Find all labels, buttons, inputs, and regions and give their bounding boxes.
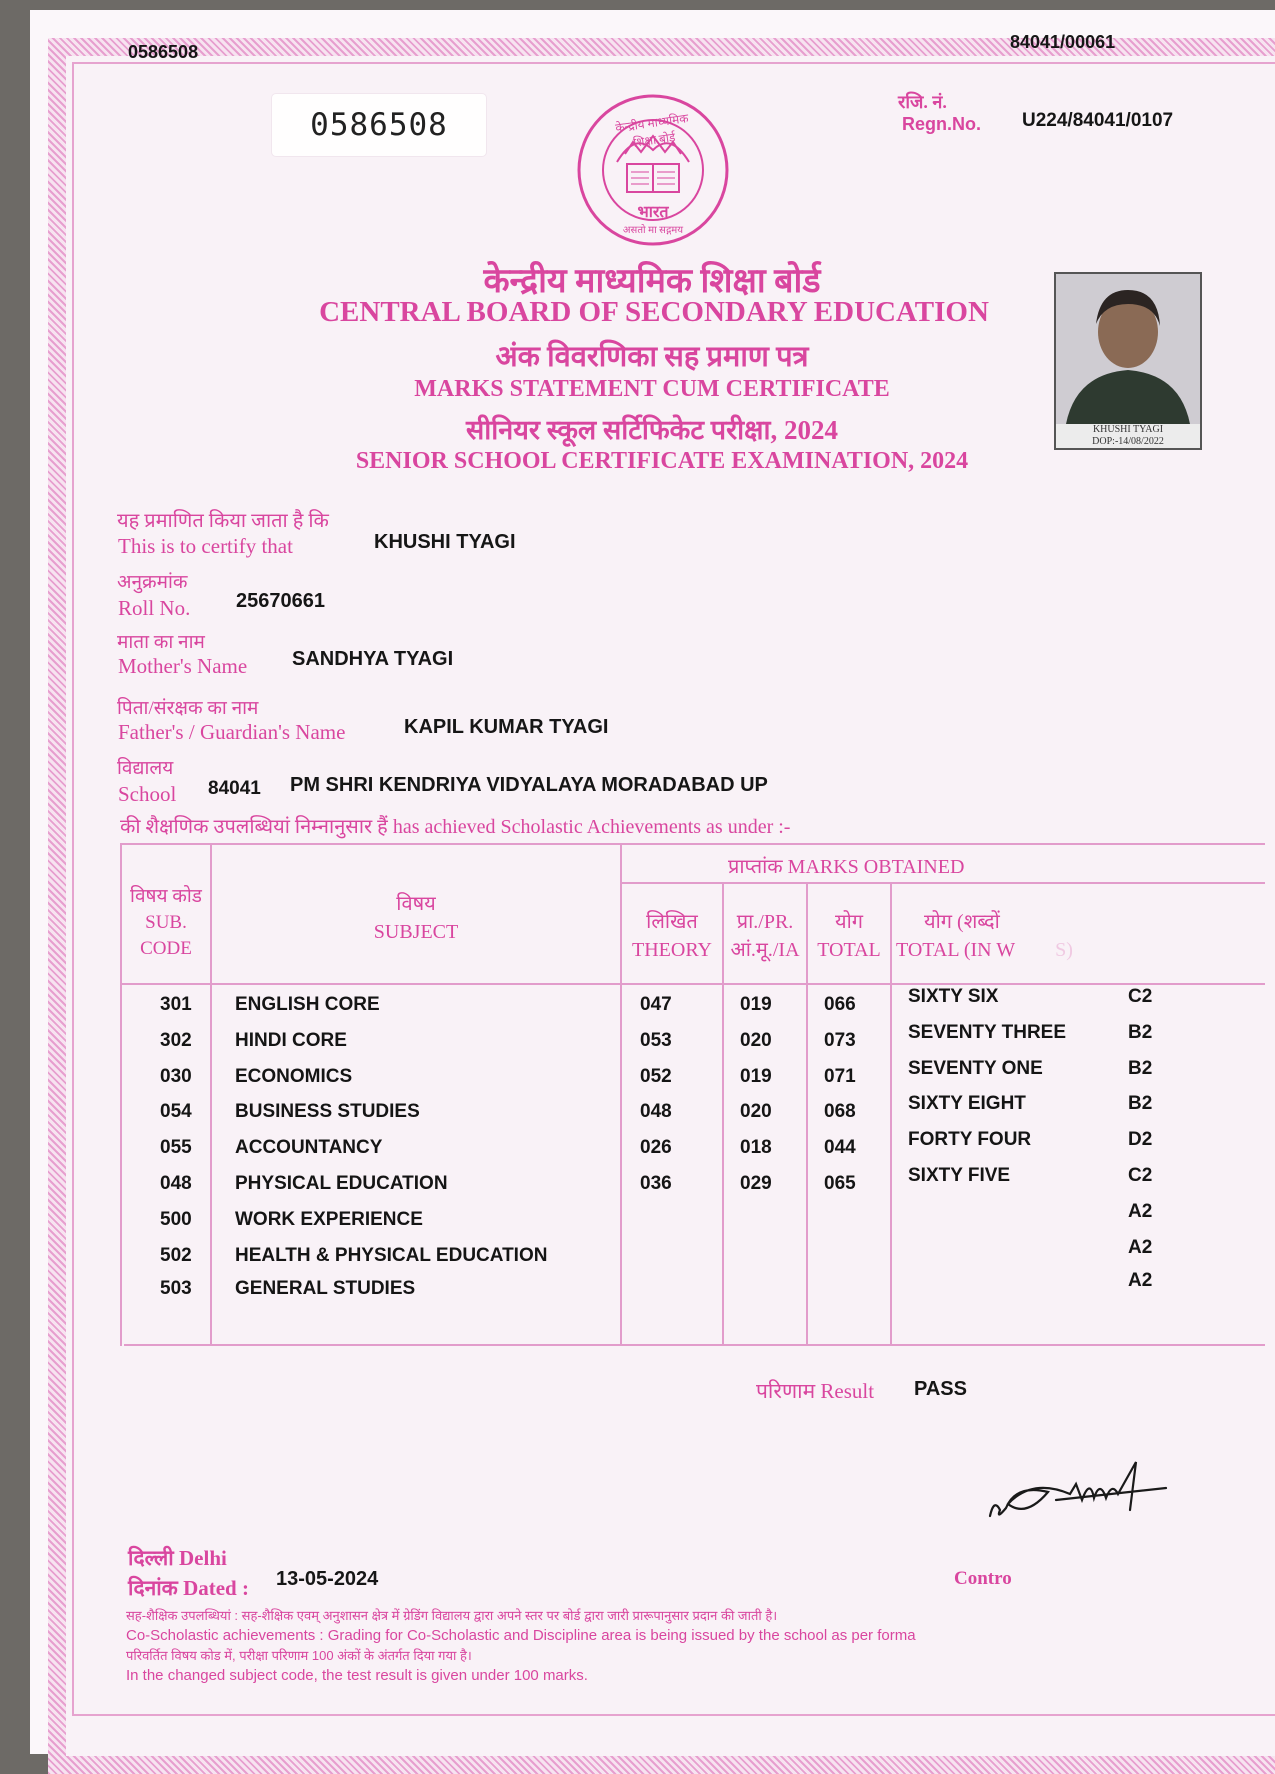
head-theory-hi: लिखित [646,911,698,933]
cell-total-words: SIXTY SIX [908,986,999,1007]
roll-label-hi: अनुक्रमांक [117,572,188,593]
head-theory [622,908,722,964]
place [128,1544,227,1572]
head-marks-hi: प्राप्तांक [728,856,783,878]
cell-total: 073 [824,1030,856,1051]
cell-grade: A2 [1128,1201,1153,1222]
place-en: Delhi [179,1546,227,1570]
father-label-en: Father's / Guardian's Name [118,720,346,744]
cell-total-words: SEVENTY ONE [908,1058,1043,1079]
head-words-hi: योग (शब्दों [924,911,1000,933]
roll-label-en: Roll No. [118,596,191,620]
head-code-hi: विषय कोड [130,886,202,907]
head-marks-en: MARKS OBTAINED [787,856,965,878]
cell-subject: GENERAL STUDIES [235,1278,416,1299]
cell-theory: 047 [640,994,672,1015]
cell-practical: 018 [740,1137,772,1158]
photo-caption-name: KHUSHI TYAGI [1092,424,1164,435]
result-value: PASS [914,1378,967,1400]
cell-subject: ACCOUNTANCY [235,1137,383,1158]
exam-name-hindi: सीनियर स्कूल सर्टिफिकेट परीक्षा, 2024 [466,415,838,445]
dated-en: Dated : [183,1576,249,1600]
cell-grade: D2 [1128,1129,1153,1150]
head-total-words [896,908,1073,964]
controller-label: Contro [954,1568,1012,1589]
head-subject-hi: विषय [396,893,436,915]
cell-grade: C2 [1128,1165,1153,1186]
issue-date: 13-05-2024 [276,1568,379,1590]
mother-label-en: Mother's Name [118,654,248,678]
cell-total-words: SIXTY FIVE [908,1165,1011,1186]
footnote1-en: Co-Scholastic achievements : Grading for Co-Scholastic and Discipline area is being issued by the school as per forma [126,1627,916,1644]
cell-total-words: FORTY FOUR [908,1129,1032,1150]
cell-grade: B2 [1128,1022,1153,1043]
cell-grade: C2 [1128,986,1153,1007]
reference-number: 84041/00061 [1010,32,1116,52]
cell-code: 503 [160,1278,192,1299]
footnote2-hi: परिवर्तित विषय कोड में, परीक्षा परिणाम 100 अंकों के अंतर्गत दिया गया है। [126,1648,472,1663]
table-col-total [890,882,892,1346]
regn-number: U224/84041/0107 [1022,110,1174,131]
head-total [808,908,890,964]
footnote2-en: In the changed subject code, the test result is given under 100 marks. [126,1667,588,1684]
head-code [122,884,210,962]
exam-name-english: SENIOR SCHOOL CERTIFICATE EXAMINATION, 2024 [355,448,969,474]
regn-label-en: Regn.No. [902,114,981,134]
cell-code: 500 [160,1209,192,1230]
cell-grade: A2 [1128,1237,1153,1258]
result-label-hi: परिणाम [756,1379,816,1403]
achievements-line [120,812,790,839]
cell-practical: 019 [740,1066,772,1087]
cell-practical: 020 [740,1030,772,1051]
head-subject [212,890,620,946]
cell-grade: B2 [1128,1058,1153,1079]
certify-label-hi: यह प्रमाणित किया जाता है कि [117,510,329,532]
head-words-en [896,936,1073,964]
emblem-text-mid: भारत [637,204,669,221]
cell-code: 048 [160,1173,192,1194]
cell-subject: ENGLISH CORE [235,994,380,1015]
cell-practical: 020 [740,1101,772,1122]
table-header-bottom [120,983,1265,985]
cell-total: 068 [824,1101,856,1122]
head-practical [724,908,806,964]
head-pr-line2: आं.मू./IA [730,939,800,961]
cell-theory: 048 [640,1101,672,1122]
cell-code: 502 [160,1245,192,1266]
student-photo [1054,272,1202,450]
cell-subject: WORK EXPERIENCE [235,1209,423,1230]
cell-code: 030 [160,1066,192,1087]
head-total-hi: योग [834,911,864,933]
cell-subject: BUSINESS STUDIES [235,1101,420,1122]
result-label [756,1377,874,1405]
head-words-tail: S) [1055,939,1073,961]
cell-subject: HINDI CORE [235,1030,347,1051]
cell-grade: B2 [1128,1093,1153,1114]
footnote1-hi: सह-शैक्षिक उपलब्धियां : सह-शैक्षिक एवम् अनुशासन क्षेत्र में ग्रेडिंग विद्यालय द्वारा अपने स्तर पर बोर्ड द्वारा जारी प्रारूपानुसार प्रदान की जाती है। [126,1608,778,1623]
cell-total-words: SIXTY EIGHT [908,1093,1026,1114]
regn-label-hi: रजि. नं. [898,92,947,112]
cell-total: 065 [824,1173,856,1194]
document-title-english: MARKS STATEMENT CUM CERTIFICATE [414,376,890,402]
student-portrait-icon [1056,274,1200,424]
cell-total: 066 [824,994,856,1015]
roll-number: 25670661 [236,590,325,612]
dated-hi: दिनांक [128,1576,178,1600]
cell-theory: 053 [640,1030,672,1051]
achievements-hi: की शैक्षणिक उपलब्धियां निम्नानुसार हैं [120,816,388,838]
cell-code: 054 [160,1101,192,1122]
cell-total-words: SEVENTY THREE [908,1022,1067,1043]
cell-total: 044 [824,1137,856,1158]
head-pr-line1: प्रा./PR. [736,911,794,933]
head-code-en2: CODE [140,938,192,959]
table-top-line [120,843,1265,845]
head-marks [728,852,964,879]
dated-label [128,1574,249,1602]
serial-top: 0586508 [128,42,199,62]
head-total-en: TOTAL [817,939,881,961]
cell-code: 301 [160,994,192,1015]
footnote-block [126,1606,1016,1686]
cell-code: 055 [160,1137,192,1158]
cell-subject: HEALTH & PHYSICAL EDUCATION [235,1245,548,1266]
cell-grade: A2 [1128,1270,1153,1291]
head-theory-en: THEORY [632,939,712,961]
mother-name: SANDHYA TYAGI [292,648,454,670]
mother-label-hi: माता का नाम [117,632,205,653]
cell-code: 302 [160,1030,192,1051]
school-label-en: School [118,782,177,806]
head-words-en-text: TOTAL (IN W [896,939,1016,961]
father-label-hi: पिता/संरक्षक का नाम [117,698,259,719]
photo-caption-dop: DOP:-14/08/2022 [1092,436,1164,447]
achievements-en: has achieved Scholastic Achievements as under :- [392,816,791,838]
table-marks-divider [620,882,1265,884]
photo-caption [1056,424,1200,448]
cell-practical: 019 [740,994,772,1015]
head-code-en1: SUB. [145,912,187,933]
student-name: KHUSHI TYAGI [374,531,516,553]
school-code: 84041 [208,778,261,799]
emblem-text-top: केन्द्रीय माध्यमिक शिक्षा बोर्ड [614,111,690,150]
school-label-hi: विद्यालय [117,758,174,779]
board-name-hindi: केन्द्रीय माध्यमिक शिक्षा बोर्ड [483,263,821,300]
cell-subject: PHYSICAL EDUCATION [235,1173,448,1194]
table-bottom-line [124,1344,1265,1346]
serial-box [272,94,486,156]
certify-label-en: This is to certify that [118,534,293,558]
place-hi: दिल्ली [128,1546,174,1570]
cell-total: 071 [824,1066,856,1087]
result-label-en: Result [820,1379,875,1403]
cell-subject: ECONOMICS [235,1066,353,1087]
father-name: KAPIL KUMAR TYAGI [404,716,609,738]
document-title-hindi: अंक विवरणिका सह प्रमाण पत्र [495,341,809,373]
cell-theory: 052 [640,1066,672,1087]
cell-practical: 029 [740,1173,772,1194]
controller-signature [986,1458,1176,1538]
school-name: PM SHRI KENDRIYA VIDYALAYA MORADABAD UP [290,774,768,796]
cell-theory: 026 [640,1137,672,1158]
head-subject-en: SUBJECT [373,921,459,943]
emblem-text-bottom: असतो मा सद्गमय [622,225,684,236]
board-name-english: CENTRAL BOARD OF SECONDARY EDUCATION [319,296,989,328]
cell-theory: 036 [640,1173,672,1194]
serial-box-number: 0586508 [310,107,448,143]
